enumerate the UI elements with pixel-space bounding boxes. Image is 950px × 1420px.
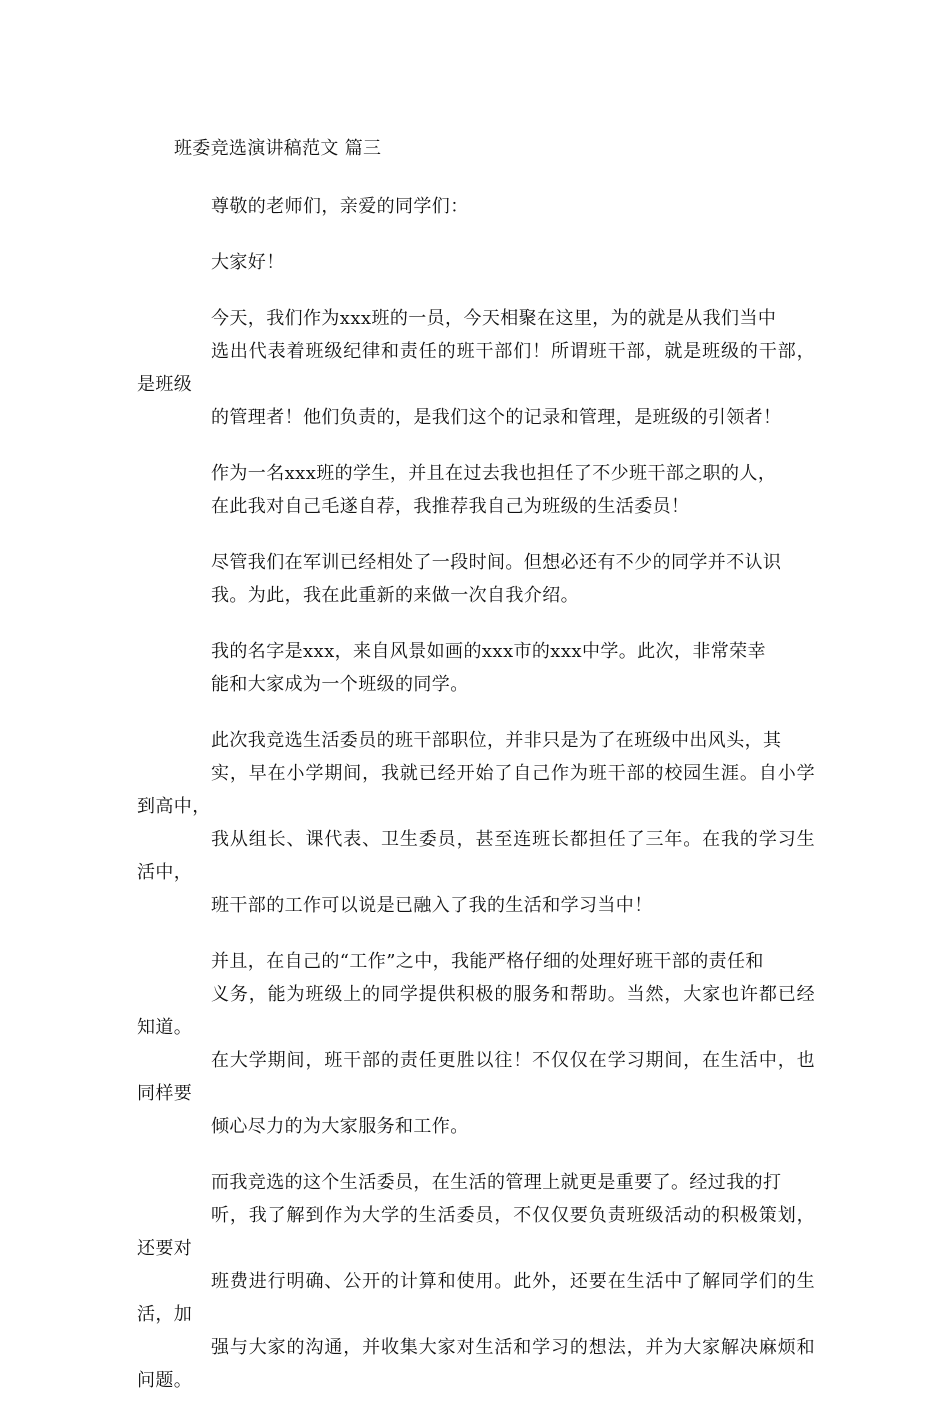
text-line: 选出代表着班级纪律和责任的班干部们！所谓班干部，就是班级的干部，是班级 [137, 341, 815, 395]
paragraph-greeting [137, 190, 815, 223]
text-line: 我。为此，我在此重新的来做一次自我介绍。 [211, 585, 579, 606]
text-line: 班费进行明确、公开的计算和使用。此外，还要在生活中了解同学们的生活，加 [137, 1271, 815, 1325]
document-body [137, 190, 815, 1420]
text-line: 的管理者！他们负责的，是我们这个的记录和管理，是班级的引领者！ [211, 407, 782, 428]
text-line: 倾心尽力的为大家服务和工作。 [211, 1116, 469, 1137]
text-line: 而我竞选的这个生活委员，在生活的管理上就更是重要了。经过我的打 [211, 1172, 782, 1193]
document-title: 班委竞选演讲稿范文 篇三 [174, 138, 382, 159]
text-line: 班干部的工作可以说是已融入了我的生活和学习当中！ [211, 895, 653, 916]
paragraph-name [137, 635, 815, 701]
text-line: 我从组长、课代表、卫生委员，甚至连班长都担任了三年。在我的学习生活中， [137, 829, 815, 883]
paragraph-self-nomination [137, 457, 815, 523]
text-line: 尽管我们在军训已经相处了一段时间。但想必还有不少的同学并不认识 [211, 552, 782, 573]
text-line: 义务，能为班级上的同学提供积极的服务和帮助。当然，大家也许都已经知道。 [137, 984, 815, 1038]
text-line: 在此我对自己毛遂自荐，我推荐我自己为班级的生活委员！ [211, 496, 690, 517]
paragraph-responsibility [137, 945, 815, 1143]
text-line: 实，早在小学期间，我就已经开始了自己作为班干部的校园生涯。自小学到高中， [137, 763, 815, 817]
paragraph-hello [137, 246, 815, 279]
text-line: 能和大家成为一个班级的同学。 [211, 674, 469, 695]
text-line: 并且，在自己的“工作”之中，我能严格仔细的处理好班干部的责任和 [211, 951, 764, 972]
text-line: 在大学期间，班干部的责任更胜以往！不仅仅在学习期间，在生活中，也同样要 [137, 1050, 815, 1104]
text-line: 听，我了解到作为大学的生活委员，不仅仅要负责班级活动的积极策划，还要对 [137, 1205, 815, 1259]
text-line: 今天，我们作为xxx班的一员，今天相聚在这里，为的就是从我们当中 [211, 308, 777, 329]
text-line: 我的名字是xxx，来自风景如画的xxx市的xxx中学。此次，非常荣幸 [211, 641, 766, 662]
text-line: 强与大家的沟通，并收集大家对生活和学习的想法，并为大家解决麻烦和问题。 [137, 1337, 815, 1391]
text-line: 大家好！ [211, 252, 285, 273]
text-line: 作为一名xxx班的学生，并且在过去我也担任了不少班干部之职的人， [211, 463, 777, 484]
paragraph-intro [137, 302, 815, 434]
paragraph-introduction [137, 546, 815, 612]
text-line: 尊敬的老师们，亲爱的同学们： [211, 196, 469, 217]
paragraph-experience [137, 724, 815, 922]
text-line: 此次我竞选生活委员的班干部职位，并非只是为了在班级中出风头，其 [211, 730, 782, 751]
paragraph-life-committee [137, 1166, 815, 1397]
